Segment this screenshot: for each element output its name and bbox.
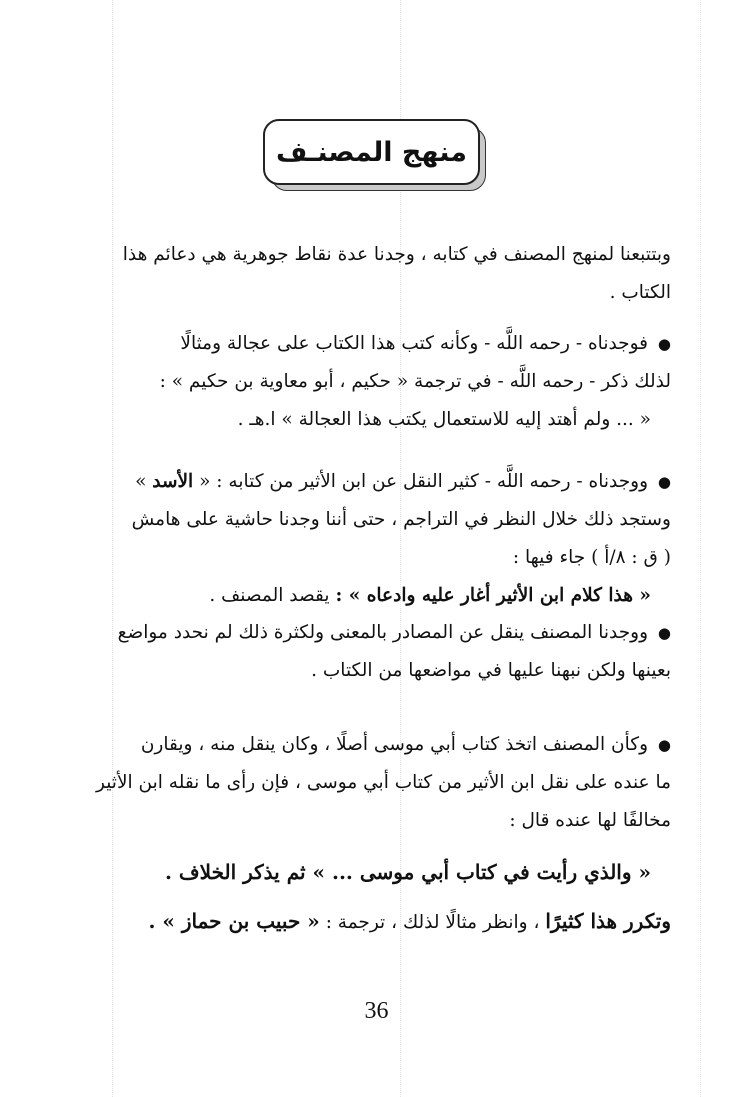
text-fragment: فوجدناه - رحمه اللَّه - وكأنه كتب هذا الكتاب على عجالة ومثالًا [180, 333, 649, 354]
text-line: ( ق : ٨/أ ) جاء فيها : [512, 547, 671, 568]
quote-line: « والذي رأيت في كتاب أبي موسى ... » ثم يذكر الخلاف . [165, 860, 651, 884]
text-line [66, 463, 671, 501]
text-line: مخالفًا لها عنده قال : [509, 810, 671, 831]
paragraph-abu-musa [66, 726, 671, 840]
quote-line [66, 577, 671, 615]
text-line [66, 325, 671, 363]
paragraph-meaning [66, 614, 671, 690]
bullet-icon: ● [657, 624, 671, 642]
page-number: 36 [364, 998, 389, 1024]
quote-bold: « هذا كلام ابن الأثير أغار عليه وادعاه » : [335, 585, 651, 606]
text-line [66, 902, 671, 942]
text-fragment: » [135, 471, 147, 492]
quote-note: يقصد المصنف . [209, 585, 330, 606]
text-fragment: ، وانظر مثالًا لذلك ، ترجمة : [325, 912, 540, 933]
text-line [66, 614, 671, 652]
text-fragment: ووجدنا المصنف ينقل عن المصادر بالمعنى ولكثرة ذلك لم نحدد مواضع [117, 622, 649, 643]
text-line: وستجد ذلك خلال النظر في التراجم ، حتى أننا وجدنا حاشية على هامش [131, 509, 671, 530]
bullet-icon: ● [657, 473, 671, 491]
quote-line: « ... ولم أهتد إليه للاستعمال يكتب هذا العجالة » ا.هـ . [237, 409, 651, 430]
text-bold: وتكرر هذا كثيرًا [545, 909, 671, 933]
text-fragment: وكأن المصنف اتخذ كتاب أبي موسى أصلًا ، وكان ينقل منه ، ويقارن [140, 734, 649, 755]
text-line: وبتتبعنا لمنهج المصنف في كتابه ، وجدنا عدة نقاط جوهرية هي دعائم هذا [122, 244, 671, 265]
book-name: الأسد [152, 471, 194, 492]
paragraph-ibn-athir [66, 463, 671, 615]
quote-abu-musa [66, 853, 671, 891]
paragraph-intro [66, 236, 671, 312]
text-line [66, 726, 671, 764]
bullet-icon: ● [657, 736, 671, 754]
bullet-icon: ● [657, 335, 671, 353]
text-line: الكتاب . [609, 282, 671, 303]
name-reference: « حبيب بن حماز » . [148, 909, 320, 933]
paragraph-haste [66, 325, 671, 439]
title-box [263, 119, 480, 185]
page-title: منهج المصنـف [276, 136, 467, 168]
text-line: بعينها ولكن نبهنا عليها في مواضعها من الكتاب . [311, 660, 671, 681]
text-line: ما عنده على نقل ابن الأثير من كتاب أبي موسى ، فإن رأى ما نقله ابن الأثير [96, 772, 671, 793]
scan-artifact [700, 0, 701, 1097]
text-line: لذلك ذكر - رحمه اللَّه - في ترجمة « حكيم ، أبو معاوية بن حكيم » : [159, 371, 671, 392]
text-fragment: ووجدناه - رحمه اللَّه - كثير النقل عن ابن الأثير من كتابه : « [199, 471, 649, 492]
paragraph-repetition [66, 902, 671, 942]
